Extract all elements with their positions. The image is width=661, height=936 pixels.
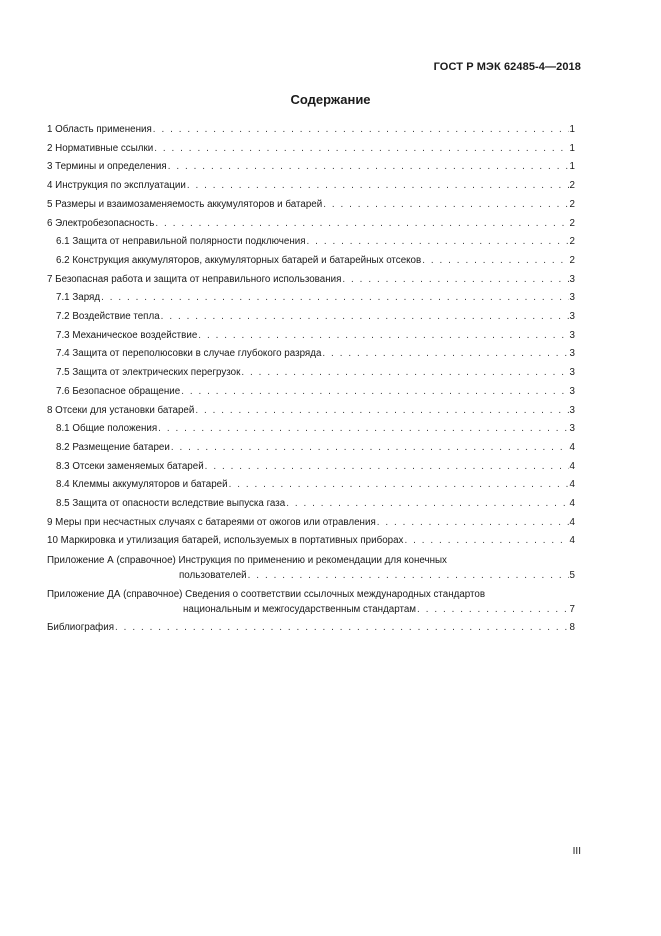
toc-entry-page: 4 <box>569 479 575 491</box>
toc-entry-page: 3 <box>569 348 575 360</box>
toc-entry-page: 1 <box>569 124 575 135</box>
toc-entry[interactable] <box>47 196 575 215</box>
document-standard-header: ГОСТ Р МЭК 62485-4—2018 <box>433 61 581 73</box>
page-number: III <box>572 846 581 857</box>
toc-entry-page: 4 <box>569 441 575 453</box>
toc-entry-label: 7.4 Защита от переполюсовки в случае глубокого разряда <box>56 348 322 360</box>
toc-entry-appendix-da[interactable] <box>47 585 575 619</box>
toc-entry-page: 1 <box>569 142 575 154</box>
toc-entry-label: 8.1 Общие положения <box>56 423 158 435</box>
toc-entry-label: Приложение А (справочное) Инструкция по применению и рекомендации для конечных <box>47 555 447 567</box>
dot-leader <box>187 177 569 196</box>
toc-entry-label: 7.6 Безопасное обращение <box>56 385 181 397</box>
toc-entry[interactable] <box>47 140 575 159</box>
dot-leader <box>168 158 569 177</box>
toc-entry[interactable] <box>47 476 575 495</box>
toc-entry-page: 3 <box>569 329 575 341</box>
dot-leader <box>155 215 568 234</box>
dot-leader <box>229 476 569 495</box>
toc-entry-appendix-a[interactable] <box>47 551 575 585</box>
toc-entry-page: 5 <box>569 570 575 582</box>
toc-entry-page: 2 <box>569 198 575 210</box>
dot-leader <box>322 345 568 364</box>
toc-entry-page: 3 <box>569 311 575 323</box>
dot-leader <box>248 568 569 583</box>
dot-leader <box>181 383 568 402</box>
toc-entry-label: 8.2 Размещение батареи <box>56 441 170 453</box>
toc-entry-label: 2 Нормативные ссылки <box>47 142 154 154</box>
toc-entry-label: 4 Инструкция по эксплуатации <box>47 180 186 192</box>
dot-leader <box>161 308 569 327</box>
toc-entry[interactable] <box>47 289 575 308</box>
toc-entry[interactable] <box>47 345 575 364</box>
toc-entry[interactable] <box>47 177 575 196</box>
toc-entry-label: 8.4 Клеммы аккумуляторов и батарей <box>56 479 228 491</box>
toc-entry-label-continuation: национальным и межгосударственным стандартам <box>183 604 417 616</box>
dot-leader <box>307 233 569 252</box>
toc-entry-label: 1 Область применения <box>47 124 152 135</box>
toc-entry-page: 3 <box>569 385 575 397</box>
dot-leader <box>195 402 568 421</box>
toc-entry[interactable] <box>47 158 575 177</box>
page-title: Содержание <box>290 92 371 107</box>
toc-entry-label: 8.3 Отсеки заменяемых батарей <box>56 460 204 472</box>
toc-entry[interactable] <box>47 495 575 514</box>
toc-entry-label: 7.5 Защита от электрических перегрузок <box>56 367 241 379</box>
dot-leader <box>241 364 568 383</box>
dot-leader <box>417 602 569 617</box>
toc-entry-label: 9 Меры при несчастных случаях с батареями от ожогов или отравления <box>47 516 376 528</box>
toc-entry-label: 8 Отсеки для установки батарей <box>47 404 195 416</box>
toc-entry-label: Приложение ДА (справочное) Сведения о соответствии ссылочных международных стандартов <box>47 589 486 601</box>
toc-entry[interactable] <box>47 420 575 439</box>
toc-entry-label: 6.1 Защита от неправильной полярности подключения <box>56 236 306 248</box>
toc-entry-page: 4 <box>569 460 575 472</box>
toc-entry[interactable] <box>47 402 575 421</box>
toc-entry[interactable] <box>47 532 575 551</box>
toc-entry[interactable] <box>47 121 575 140</box>
toc-entry[interactable] <box>47 364 575 383</box>
toc-entry-label: Библиография <box>47 622 115 634</box>
toc-entry-page: 3 <box>569 273 575 285</box>
table-of-contents <box>47 121 575 638</box>
dot-leader <box>101 289 568 308</box>
toc-entry-label: 8.5 Защита от опасности вследствие выпуска газа <box>56 498 286 510</box>
dot-leader <box>171 439 569 458</box>
toc-entry-label: 7 Безопасная работа и защита от неправильного использования <box>47 273 342 285</box>
toc-entry[interactable] <box>47 215 575 234</box>
toc-entry-label: 10 Маркировка и утилизация батарей, используемых в портативных приборах <box>47 535 404 547</box>
toc-entry[interactable] <box>47 233 575 252</box>
dot-leader <box>404 532 568 551</box>
dot-leader <box>377 514 569 533</box>
toc-entry-label: 5 Размеры и взаимозаменяемость аккумуляторов и батарей <box>47 198 323 210</box>
toc-entry-page: 7 <box>569 604 575 616</box>
toc-entry[interactable] <box>47 514 575 533</box>
dot-leader <box>115 619 569 638</box>
toc-entry-page: 3 <box>569 404 575 416</box>
dot-leader <box>153 121 569 140</box>
toc-entry-label: 7.2 Воздействие тепла <box>56 311 160 323</box>
toc-entry[interactable] <box>47 308 575 327</box>
dot-leader <box>286 495 568 514</box>
toc-entry-label-continuation: пользователей <box>179 570 247 582</box>
dot-leader <box>342 271 568 290</box>
toc-entry-label: 6 Электробезопасность <box>47 217 155 229</box>
toc-entry-page: 2 <box>569 254 575 266</box>
toc-list <box>47 121 575 551</box>
dot-leader <box>154 140 568 159</box>
toc-entry[interactable] <box>47 252 575 271</box>
toc-entry[interactable] <box>47 439 575 458</box>
toc-entry[interactable] <box>47 458 575 477</box>
toc-entry-bibliography[interactable] <box>47 619 575 638</box>
toc-entry[interactable] <box>47 327 575 346</box>
toc-entry[interactable] <box>47 383 575 402</box>
toc-entry-page: 4 <box>569 516 575 528</box>
toc-entry-page: 8 <box>569 622 575 634</box>
toc-entry-label: 6.2 Конструкция аккумуляторов, аккумуляторных батарей и батарейных отсеков <box>56 254 422 266</box>
toc-entry-label: 3 Термины и определения <box>47 161 167 173</box>
toc-entry-page: 1 <box>569 161 575 173</box>
dot-leader <box>198 327 568 346</box>
dot-leader <box>422 252 568 271</box>
dot-leader <box>323 196 568 215</box>
toc-entry-page: 3 <box>569 423 575 435</box>
toc-entry-page: 2 <box>569 180 575 192</box>
toc-entry-page: 3 <box>569 292 575 304</box>
toc-entry-page: 3 <box>569 367 575 379</box>
dot-leader <box>205 458 569 477</box>
toc-entry-page: 4 <box>569 498 575 510</box>
toc-entry-page: 2 <box>569 236 575 248</box>
toc-entry-label: 7.1 Заряд <box>56 292 101 304</box>
toc-entry-page: 4 <box>569 535 575 547</box>
toc-entry[interactable] <box>47 271 575 290</box>
toc-entry-label: 7.3 Механическое воздействие <box>56 329 198 341</box>
toc-entry-page: 2 <box>569 217 575 229</box>
dot-leader <box>158 420 568 439</box>
